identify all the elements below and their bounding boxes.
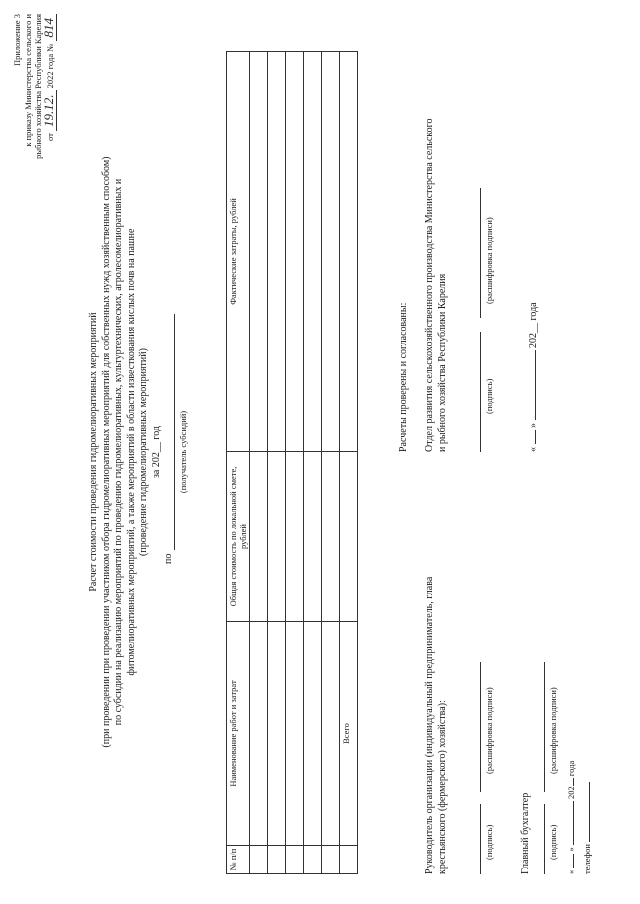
table-cell[interactable]: [322, 622, 340, 846]
table-cell[interactable]: [286, 622, 304, 846]
total-label: Всего: [340, 622, 358, 846]
accountant-signature-line[interactable]: [544, 804, 545, 874]
dept-date-line: « » 202__ года: [528, 302, 539, 452]
table-cell[interactable]: [322, 846, 340, 874]
head-signature-caption: (подпись): [484, 824, 494, 860]
accountant-decode-line[interactable]: [544, 662, 545, 792]
date-day-blank[interactable]: [573, 854, 574, 868]
phone-line: телефон: [582, 674, 593, 874]
annex-line-1: Приложение 3: [12, 14, 22, 66]
annex-block: [12, 14, 55, 204]
table-cell[interactable]: [322, 452, 340, 622]
dept-signature-caption: (подпись): [484, 378, 494, 414]
table-cell[interactable]: [286, 452, 304, 622]
title-line-4: фитомелиоративных мероприятий, а также мероприятий в области известкования кислых почв на пашне: [125, 228, 137, 676]
department-text: Отдел развития сельскохозяйственного производства Министерства сельского и рыбного хозяйства Республики Карелия: [424, 118, 448, 452]
table-total-row: [340, 52, 358, 874]
phone-blank[interactable]: [589, 782, 590, 842]
table-cell[interactable]: [268, 846, 286, 874]
col-header-estimate: Общая стоимость по локальной смете, рублей: [227, 452, 250, 622]
title-line-3: по субсидии на реализацию мероприятий по проведению гидромелиоративных, культуртехнических, агролесомелиоративных и: [113, 178, 124, 726]
table-cell[interactable]: [322, 52, 340, 452]
table-cell[interactable]: [340, 52, 358, 452]
table-cell[interactable]: [268, 52, 286, 452]
title-block: [88, 120, 189, 784]
table-cell[interactable]: [250, 452, 268, 622]
dept-date-month-blank[interactable]: [535, 351, 536, 421]
col-header-number: № п/п: [227, 846, 250, 874]
table-row: [268, 52, 286, 874]
dept-signature-line[interactable]: [480, 332, 481, 452]
head-signature-text: Руководитель организации (индивидуальный предприниматель, глава крестьянского (фермерского) хозяйства):: [424, 576, 448, 874]
title-line-1: Расчет стоимости проведения гидромелиоративных мероприятий: [88, 312, 99, 592]
table-cell[interactable]: [268, 452, 286, 622]
dept-decode-line[interactable]: [480, 188, 481, 318]
table-cell[interactable]: [250, 846, 268, 874]
table-row: [286, 52, 304, 874]
table-row: [250, 52, 268, 874]
table-header-row: [227, 52, 250, 874]
head-decode-caption: (расшифровка подписи): [484, 687, 494, 774]
table-cell[interactable]: [340, 846, 358, 874]
recipient-prefix: по: [163, 553, 174, 564]
dept-date-day-blank[interactable]: [535, 431, 536, 445]
checked-heading: Расчеты проверены и согласованы:: [398, 302, 409, 452]
table-cell[interactable]: [286, 846, 304, 874]
table-cell[interactable]: [304, 846, 322, 874]
date-month-blank[interactable]: [573, 801, 574, 845]
recipient-caption: (получатель субсидий): [178, 410, 188, 494]
recipient-line: [163, 120, 177, 784]
annex-line-3: рыбного хозяйства Республики Карелия: [33, 14, 43, 159]
title-line-5: (проведение гидромелиоративных мероприятий): [138, 348, 149, 556]
handwritten-date: 19.12.: [41, 91, 57, 132]
table-cell[interactable]: [304, 622, 322, 846]
table-cell[interactable]: [268, 622, 286, 846]
col-header-actual: Фактические затраты, рублей: [227, 52, 250, 452]
table-cell[interactable]: [304, 452, 322, 622]
accountant-date-line: « » 202 года: [566, 760, 576, 874]
dept-decode-caption: (расшифровка подписи): [484, 217, 494, 304]
annex-line-4: от 19.12. 2022 года № 814: [44, 14, 56, 204]
table-cell[interactable]: [286, 52, 304, 452]
accountant-signature-caption: (подпись): [548, 824, 558, 860]
table-cell[interactable]: [250, 622, 268, 846]
table-cell[interactable]: [304, 52, 322, 452]
table-row: [322, 52, 340, 874]
head-signature-line[interactable]: [480, 804, 481, 874]
table-row: [304, 52, 322, 874]
year-line: за 202__ год: [150, 425, 162, 479]
head-decode-line[interactable]: [480, 662, 481, 792]
col-header-name: Наименование работ и затрат: [227, 622, 250, 846]
date-year-blank[interactable]: [573, 778, 574, 786]
recipient-underline: [174, 314, 175, 550]
handwritten-number: 814: [41, 14, 57, 42]
accountant-decode-caption: (расшифровка подписи): [548, 687, 558, 774]
chief-accountant-label: Главный бухгалтер: [520, 792, 531, 874]
table-cell[interactable]: [340, 452, 358, 622]
table-cell[interactable]: [250, 52, 268, 452]
title-line-2: (при проведении при проведении участником отбора гидромелиоративных мероприятий для собственных нужд хозяйственным способом): [100, 156, 112, 748]
annex-line-2: к приказу Министерства сельского и: [22, 14, 33, 147]
cost-table: [226, 51, 358, 874]
